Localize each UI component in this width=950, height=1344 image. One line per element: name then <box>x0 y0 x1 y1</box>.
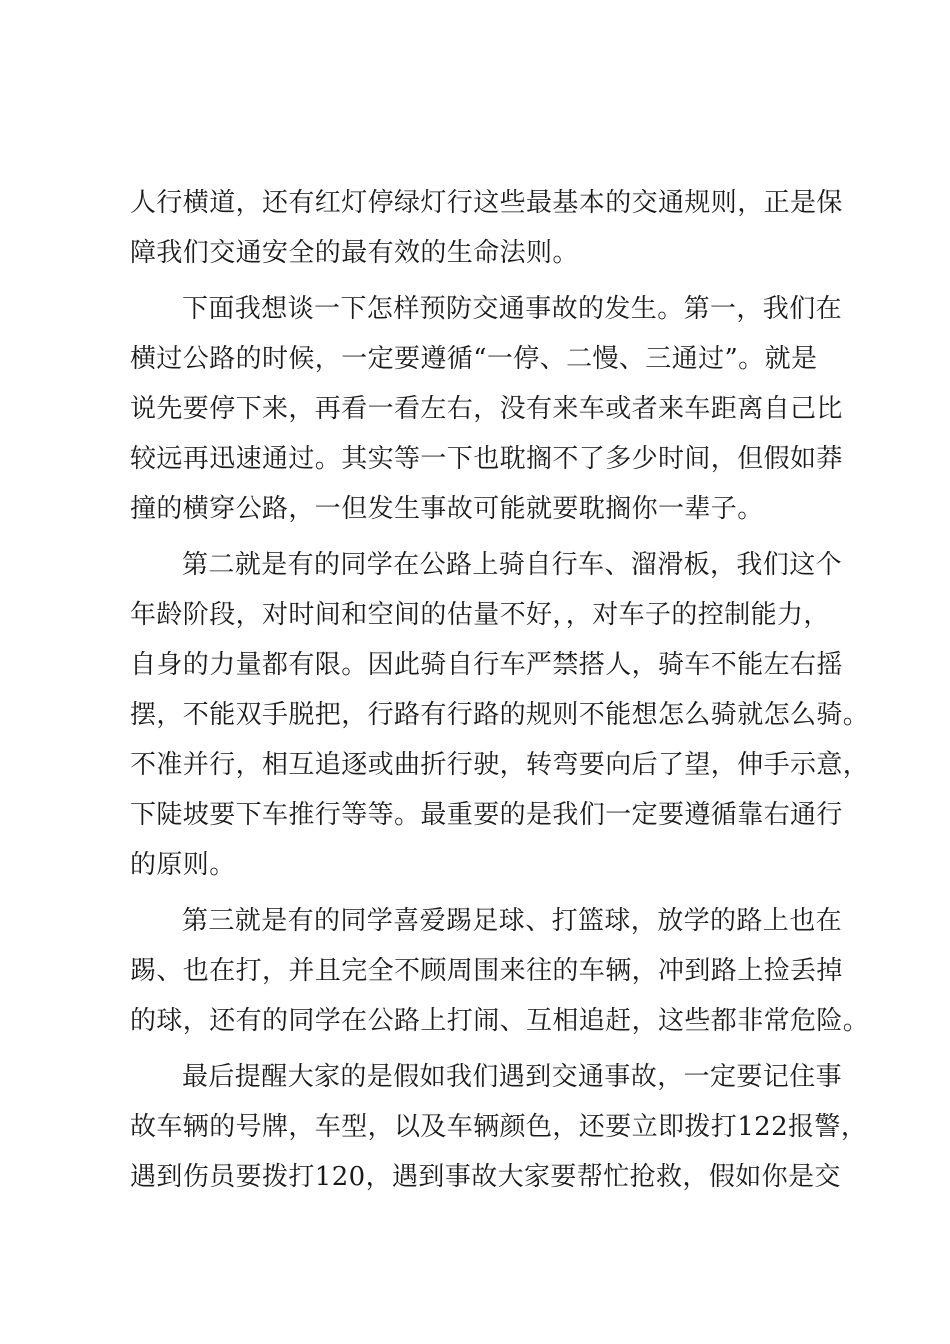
text-line: 的原则。 <box>130 850 236 880</box>
text-line: 第三就是有的同学喜爱踢足球、打篮球，放学的路上也在 <box>182 906 843 936</box>
text-line: 遇到伤员要拨打120，遇到事故大家要帮忙抢救，假如你是交 <box>130 1162 841 1192</box>
text-line: 人行横道，还有红灯停绿灯行这些最基本的交通规则，正是保 <box>130 188 843 218</box>
text-line: 说先要停下来，再看一看左右，没有来车或者来车距离自己比 <box>130 394 843 424</box>
text-line: 横过公路的时候，一定要遵循“一停、二慢、三通过”。就是 <box>130 344 818 374</box>
text-line: 年龄阶段，对时间和空间的估量不好，，对车子的控制能力， <box>130 600 830 630</box>
text-line: 较远再迅速通过。其实等一下也耽搁不了多少时间，但假如莽 <box>130 444 843 474</box>
text-line: 的球，还有的同学在公路上打闹、互相追赶，这些都非常危险。 <box>130 1006 870 1036</box>
text-line: 撞的横穿公路，一但发生事故可能就要耽搁你一辈子。 <box>130 494 764 524</box>
paragraph-1 <box>130 178 843 278</box>
document-body <box>130 178 870 1202</box>
text-line: 第二就是有的同学在公路上骑自行车、溜滑板，我们这个 <box>182 550 843 580</box>
text-line: 下面我想谈一下怎样预防交通事故的发生。第一，我们在 <box>182 294 843 324</box>
text-line: 最后提醒大家的是假如我们遇到交通事故，一定要记住事 <box>182 1062 843 1092</box>
paragraph-3 <box>130 540 870 890</box>
paragraph-2 <box>130 284 843 534</box>
text-line: 障我们交通安全的最有效的生命法则。 <box>130 238 579 268</box>
text-line: 自身的力量都有限。因此骑自行车严禁搭人，骑车不能左右摇 <box>130 650 843 680</box>
text-line: 下陡坡要下车推行等等。最重要的是我们一定要遵循靠右通行 <box>130 800 843 830</box>
text-line: 摆，不能双手脱把，行路有行路的规则不能想怎么骑就怎么骑。 <box>130 700 870 730</box>
text-line: 踢、也在打，并且完全不顾周围来往的车辆，冲到路上捡丢掉 <box>130 956 843 986</box>
paragraph-5 <box>130 1052 868 1202</box>
text-line: 故车辆的号牌，车型，以及车辆颜色，还要立即拨打122报警， <box>130 1112 868 1142</box>
paragraph-4 <box>130 896 870 1046</box>
text-line: 不准并行，相互追逐或曲折行驶，转弯要向后了望，伸手示意， <box>130 750 870 780</box>
